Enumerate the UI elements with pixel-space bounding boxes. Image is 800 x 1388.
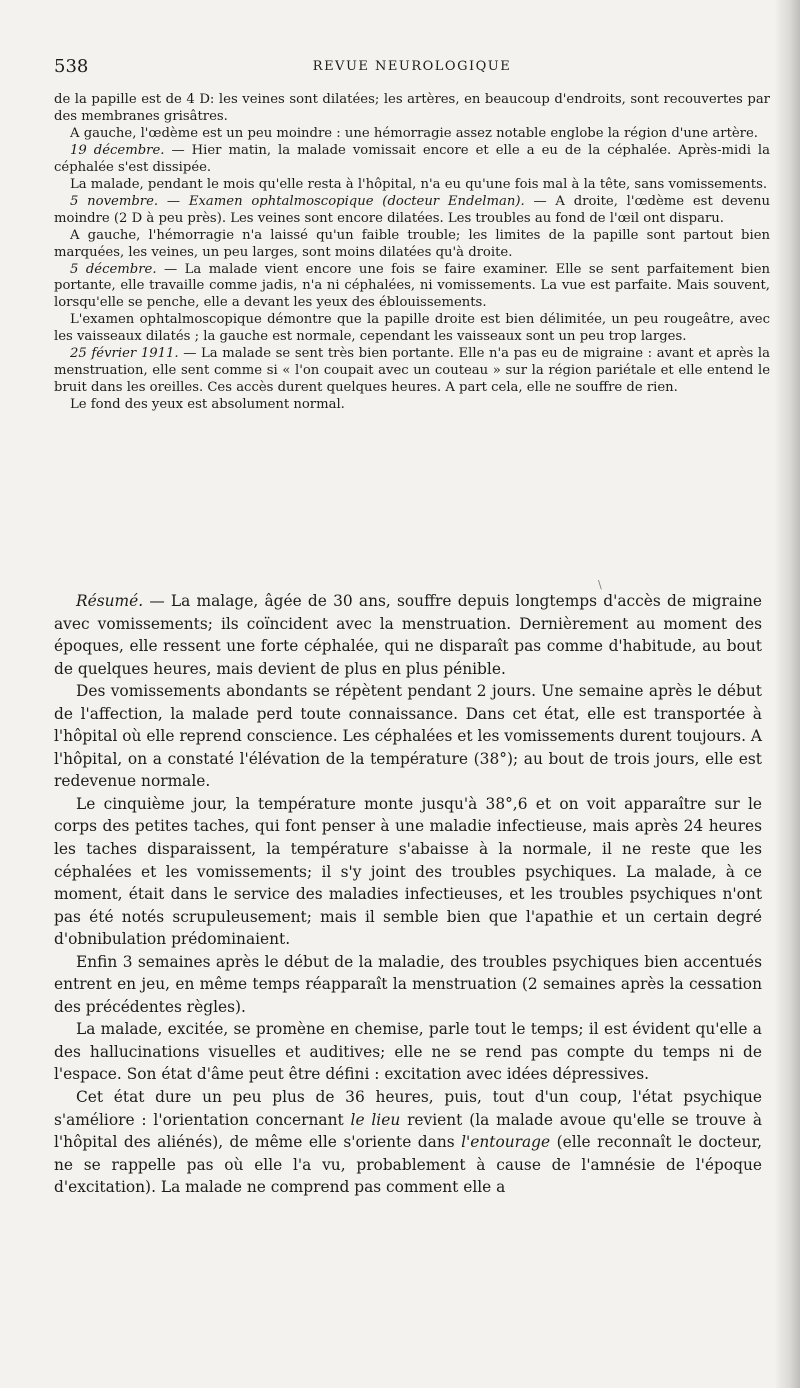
paragraph-text: A gauche, l'œdème est un peu moindre : une hémorragie assez notable englobe la région d'une artère. <box>70 125 758 141</box>
paragraph-text: (elle reconnaît le docteur, ne se rappelle pas où elle l'a vu, probablement à cause de l'amnésie de l'époque d'excitation). La malade ne comprend pas comment elle a <box>54 1133 762 1197</box>
paragraph-text: A gauche, l'hémorragie n'a laissé qu'un faible trouble; les limites de la papille sont partout bien marquées, les veines, un peu larges, sont moins dilatées qu'à droite. <box>54 227 770 260</box>
paragraph <box>54 228 770 262</box>
paragraph <box>54 951 762 1019</box>
paragraph-text: Le cinquième jour, la température monte jusqu'à 38°,6 et on voit apparaître sur le corps des petites taches, qui font penser à une maladie infectieuse, mais après 24 heures les taches disparaissent, la température s'abaisse à la normale, il ne reste que les céphalées et les vomissements; il s'y joint des troubles psychiques. La malade, à ce moment, était dans le service des maladies infectieuses, et les troubles psychiques n'ont pas été notés scrupuleusement; mais il semble bien que l'apathie et un certain degré d'obnibulation prédominaient. <box>54 794 762 949</box>
paragraph <box>54 346 770 397</box>
summary-section <box>54 590 762 1199</box>
paragraph <box>54 126 770 143</box>
exam-label: Examen ophtalmoscopique (docteur Endelman). <box>188 193 525 209</box>
separator: — <box>158 193 189 209</box>
paragraph-text: de la papille est de 4 D: les veines sont dilatées; les artères, en beaucoup d'endroits, sont recouvertes par des membranes grisâtres. <box>54 92 770 124</box>
paragraph-text: — La malade se sent très bien portante. Elle n'a pas eu de migraine : avant et après la menstruation, elle sent comme si « l'on coupait avec un couteau » sur la région pariétale et elle entend le bruit dans les oreilles. Ces accès durent quelques heures. A part cela, elle ne souffre de rien. <box>54 346 770 396</box>
paragraph <box>54 312 770 346</box>
paragraph-text: — La malage, âgée de 30 ans, souffre depuis longtemps d'accès de migraine avec vomissements; ils coïncident avec la menstruation. Dernièrement au moment des époques, elle ressent une forte céphalée, qui ne disparaît pas comme d'habitude, au bout de quelques heures, mais devient de plus en plus pénible. <box>54 592 762 678</box>
paragraph-text: Le fond des yeux est absolument normal. <box>70 397 345 413</box>
paragraph <box>54 1018 762 1086</box>
paragraph <box>54 177 770 194</box>
resume-label: Résumé. <box>76 592 144 610</box>
paragraph-text: Des vomissements abondants se répètent pendant 2 jours. Une semaine après le début de l'affection, la malade perd toute connaissance. Dans cet état, elle est transportée à l'hôpital où elle reprend conscience. Les céphalées et les vomissements durent toujours. A l'hôpital, on a constaté l'élévation de la température (38°); au bout de trois jours, elle est redevenue normale. <box>54 682 762 791</box>
paragraph <box>54 793 762 951</box>
paragraph <box>54 680 762 793</box>
date-label: 25 février 1911. <box>70 346 179 362</box>
page-gutter-shadow <box>774 0 800 1388</box>
paragraph <box>54 194 770 228</box>
paragraph <box>54 1086 762 1199</box>
case-notes-section <box>54 92 770 414</box>
paragraph-text: Enfin 3 semaines après le début de la maladie, des troubles psychiques bien accentués entrent en jeu, en même temps réapparaît la menstruation (2 semaines après la cessation des précédentes règles). <box>54 952 762 1016</box>
paragraph-text: La malade, pendant le mois qu'elle resta à l'hôpital, n'a eu qu'une fois mal à la tête, sans vomissements. <box>70 176 768 192</box>
page-number: 538 <box>54 56 89 77</box>
paragraph <box>54 143 770 177</box>
date-label: 19 décembre. <box>70 142 165 158</box>
paragraph-text: — A droite, l'œdème est devenu moindre (2 D à peu près). Les veines sont encore dilatées. Les troubles au fond de l'œil ont disparu. <box>54 193 770 226</box>
italic-term: le lieu <box>350 1110 401 1129</box>
paragraph <box>54 397 770 414</box>
paragraph-text: L'examen ophtalmoscopique démontre que la papille droite est bien délimitée, un peu rougeâtre, avec les vaisseaux dilatés ; la gauche est normale, cependant les vaisseaux sont un peu trop larges. <box>54 312 770 345</box>
paragraph <box>54 262 770 313</box>
paragraph <box>54 92 770 126</box>
paragraph <box>54 590 762 680</box>
paragraph-text: Cet état dure un peu plus de 36 heures, puis, tout d'un coup, l'état psychique s'améliore : l'orientation concernant <box>54 1088 762 1129</box>
print-mark: \ <box>598 578 602 591</box>
date-label: 5 décembre. <box>70 261 157 277</box>
paragraph-text: — Hier matin, la malade vomissait encore et elle a eu de la céphalée. Après-midi la céphalée s'est dissipée. <box>54 142 770 175</box>
paragraph-text: — La malade vient encore une fois se faire examiner. Elle se sent parfaitement bien portante, elle travaille comme jadis, n'a ni céphalées, ni vomissements. La vue est parfaite. Mais souvent, lorsqu'elle se penche, elle a devant les yeux des éblouissements. <box>54 261 770 311</box>
date-label: 5 novembre. <box>70 193 159 209</box>
running-title: REVUE NEUROLOGIQUE <box>312 59 512 74</box>
italic-term: l'entourage <box>461 1133 551 1152</box>
paragraph-text: La malade, excitée, se promène en chemise, parle tout le temps; il est évident qu'elle a des hallucinations visuelles et auditives; elle ne se rend pas compte du temps ni de l'espace. Son état d'âme peut être défini : excitation avec idées dépressives. <box>54 1020 762 1084</box>
page-header <box>54 56 770 80</box>
paragraph-text: revient (la malade avoue qu'elle se trouve à l'hôpital des aliénés), de même elle s'oriente dans <box>54 1110 762 1152</box>
